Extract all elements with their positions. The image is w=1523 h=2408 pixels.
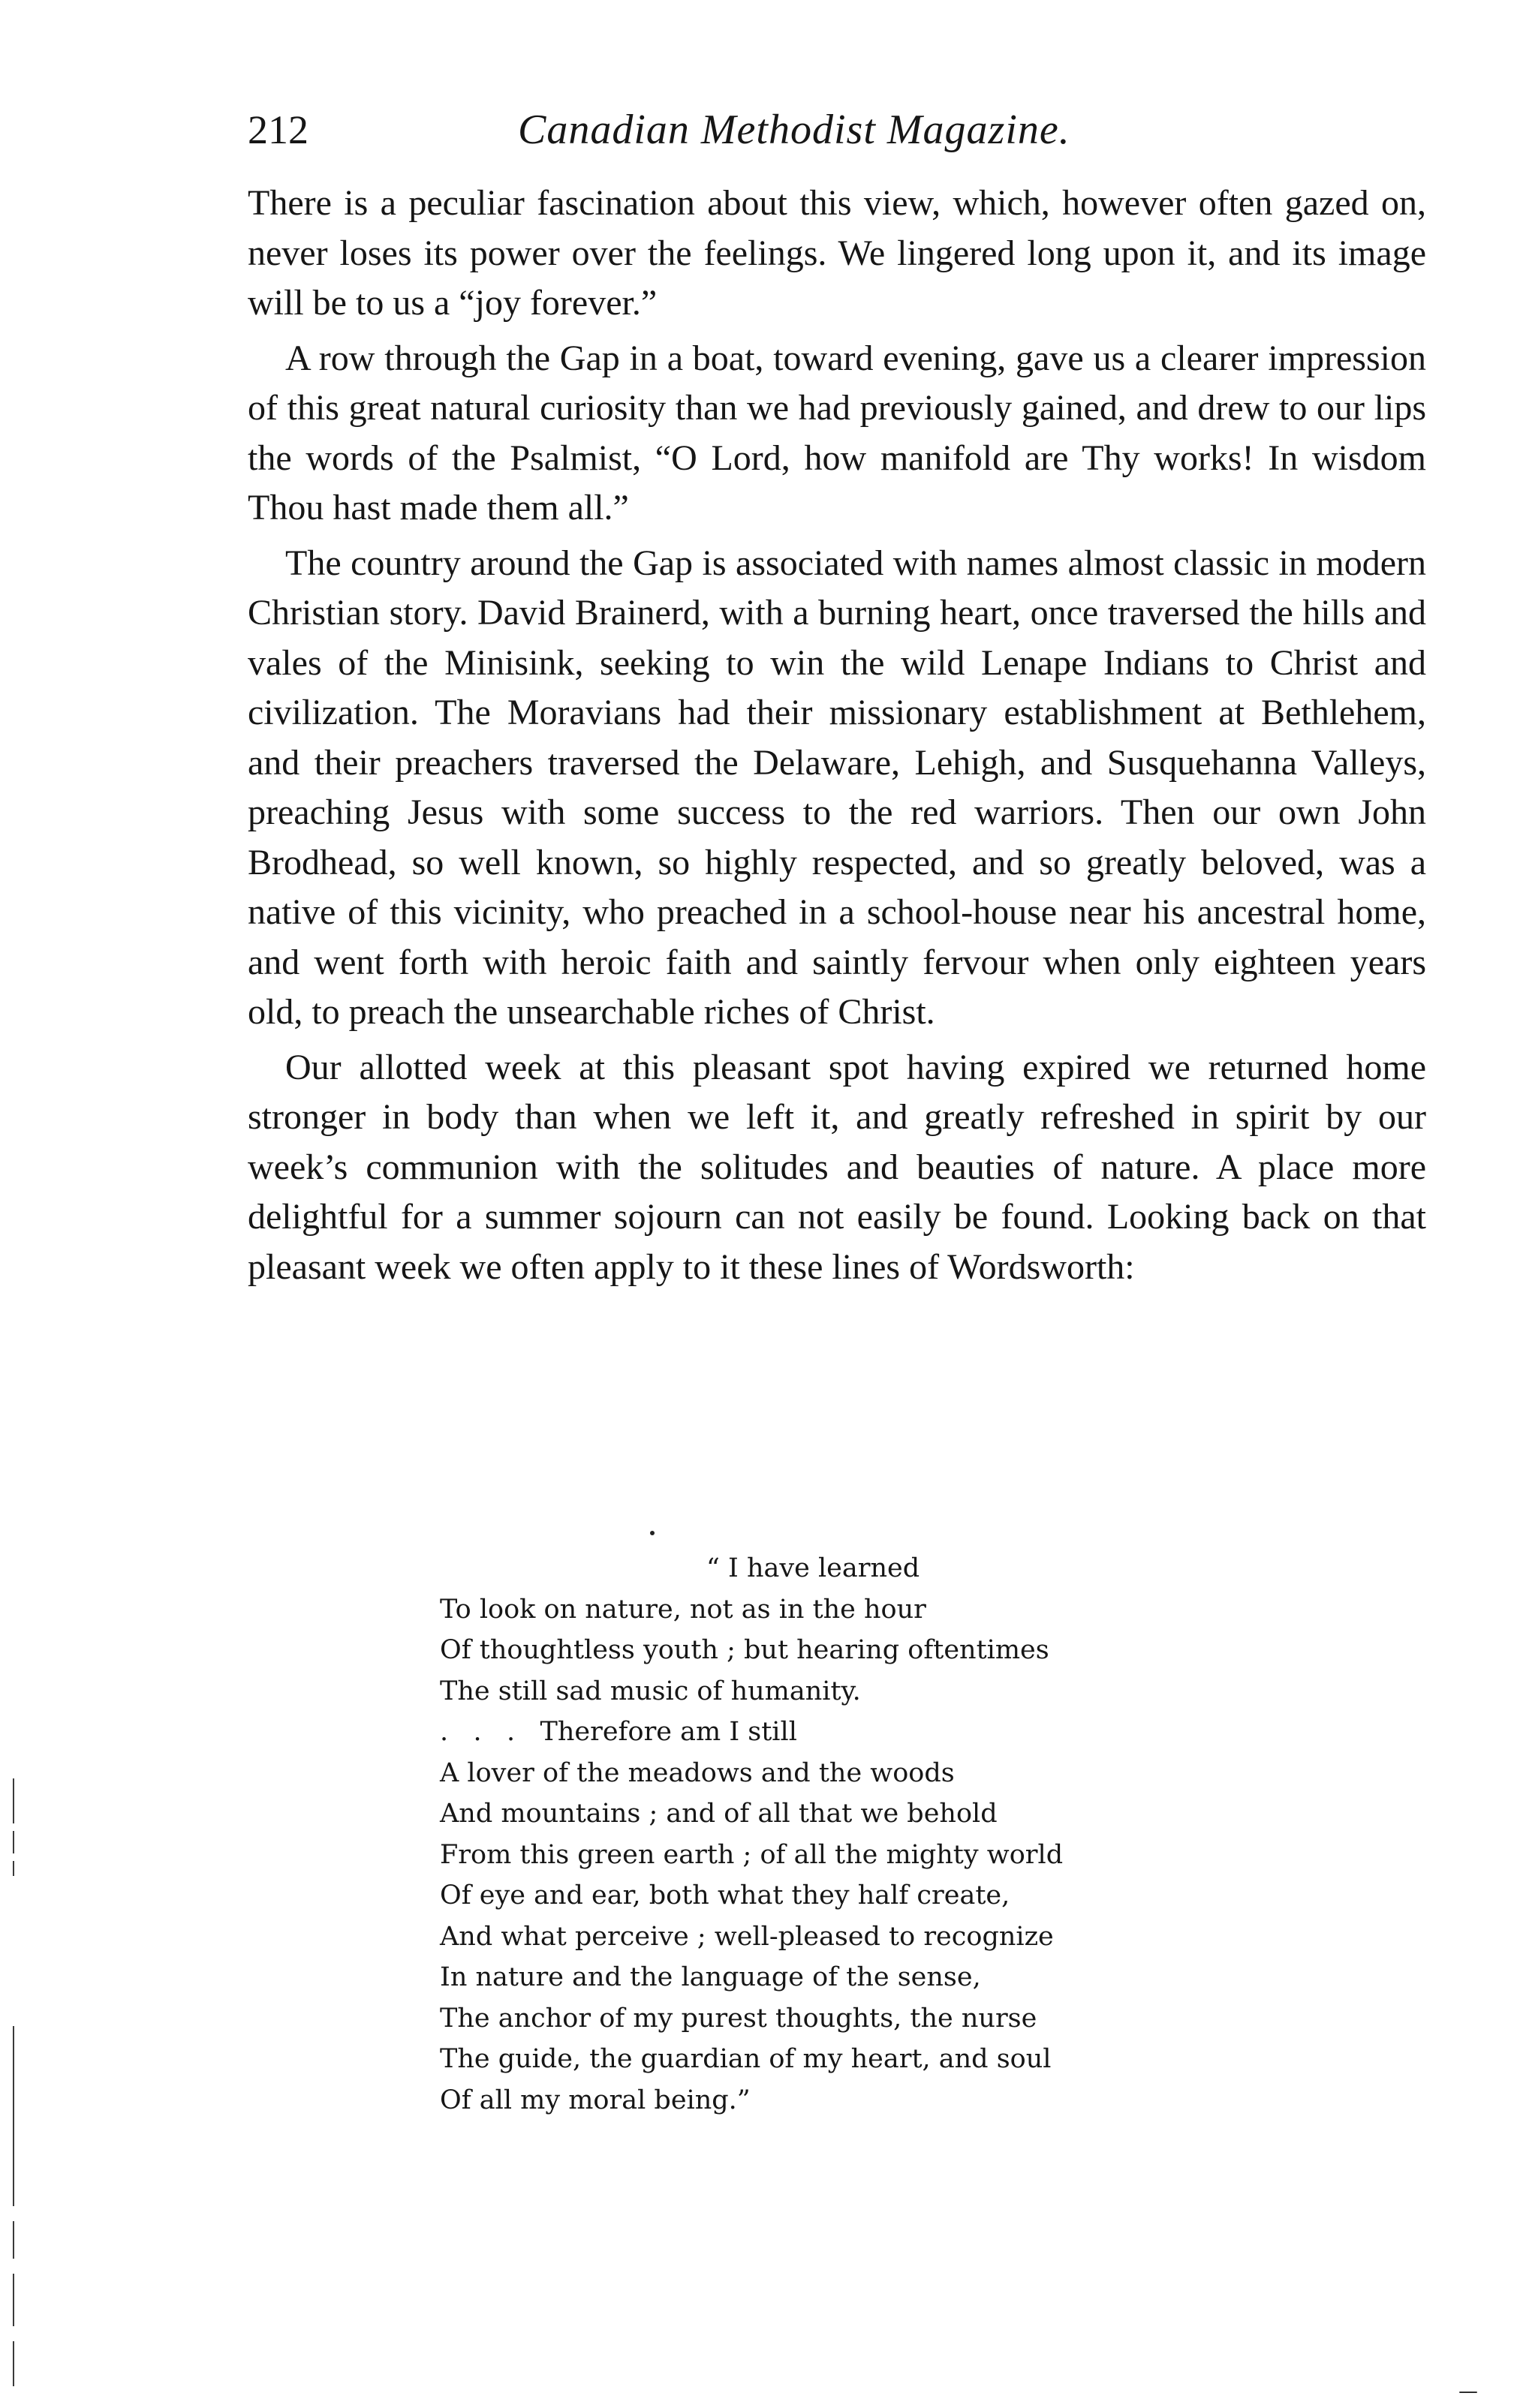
margin-rule [13,2221,14,2259]
poem-line: To look on nature, not as in the hour [440,1594,926,1625]
paragraph-4: Our allotted week at this pleasant spot having expired we returned home stronger in body than when we left it, and greatly refreshed in spirit by our week’s communion with the solitudes and beauties of nature. A place more delightful for a summer sojourn can not easily be found. Looking back on that pleasant week we often apply to it these lines of Wordsworth: [248,1047,1426,1287]
page-header [248,96,1426,164]
poem-line: The still sad music of humanity. [440,1676,861,1706]
page-number: 212 [248,107,309,152]
body-text [248,179,1426,1297]
margin-rule [13,1778,14,1823]
margin-rule [13,1831,14,1853]
poem-line: And what perceive ; well-pleased to recognize [440,1921,1054,1952]
poem-line: In nature and the language of the sense, [440,1962,981,1992]
poem-quotation [440,1548,1266,2121]
paragraph-1: There is a peculiar fascination about this view, which, however often gazed on, never loses its power over the feelings. We lingered long upon it, and its image will be to us a “joy forever.” [248,183,1426,323]
margin-rule [13,1861,14,1876]
running-title: Canadian Methodist Magazine. [518,107,1070,153]
paragraph-2: A row through the Gap in a boat, toward evening, gave us a clearer impression of this great natural curiosity than we had previously gained, and drew to our lips the words of the Psalmist, “O Lord, how manifold are Thy works! In wisdom Thou hast made them all.” [248,338,1426,528]
poem-line: The anchor of my purest thoughts, the nurse [440,2003,1037,2034]
poem-line: The guide, the guardian of my heart, and soul [440,2044,1052,2074]
poem-line: From this green earth ; of all the mighty world [440,1839,1064,1870]
poem-line: . . . Therefore am I still [440,1717,797,1747]
stray-dot-mark [650,1531,655,1535]
poem-line: A lover of the meadows and the woods [440,1757,955,1788]
margin-rule [13,2026,14,2206]
poem-line: Of thoughtless youth ; but hearing oftentimes [440,1635,1049,1665]
poem-line: And mountains ; and of all that we behold [440,1799,998,1829]
margin-rule [13,2274,14,2326]
poem-line: Of all my moral being.” [440,2085,751,2115]
footer-mark: — [1458,2380,1478,2403]
paragraph-3: The country around the Gap is associated with names almost classic in modern Christian story. David Brainerd, with a burning heart, once traversed the hills and vales of the Minisink, seeking to win the wild Lenape Indians to Christ and civilization. The Moravians had their missionary establishment at Bethlehem, and their preachers traversed the Delaware, Lehigh, and Susquehanna Valleys, preaching Jesus with some success to the red warriors. Then our own John Brodhead, so well known, so highly respected, and so greatly beloved, was a native of this vicinity, who preached in a school-house near his ancestral home, and went forth with heroic faith and saintly fervour when only eighteen years old, to preach the unsearchable riches of Christ. [248,543,1426,1032]
margin-rule [13,2341,14,2386]
poem-line: Of eye and ear, both what they half create, [440,1880,1010,1910]
poem-line: “ I have learned [706,1553,920,1583]
